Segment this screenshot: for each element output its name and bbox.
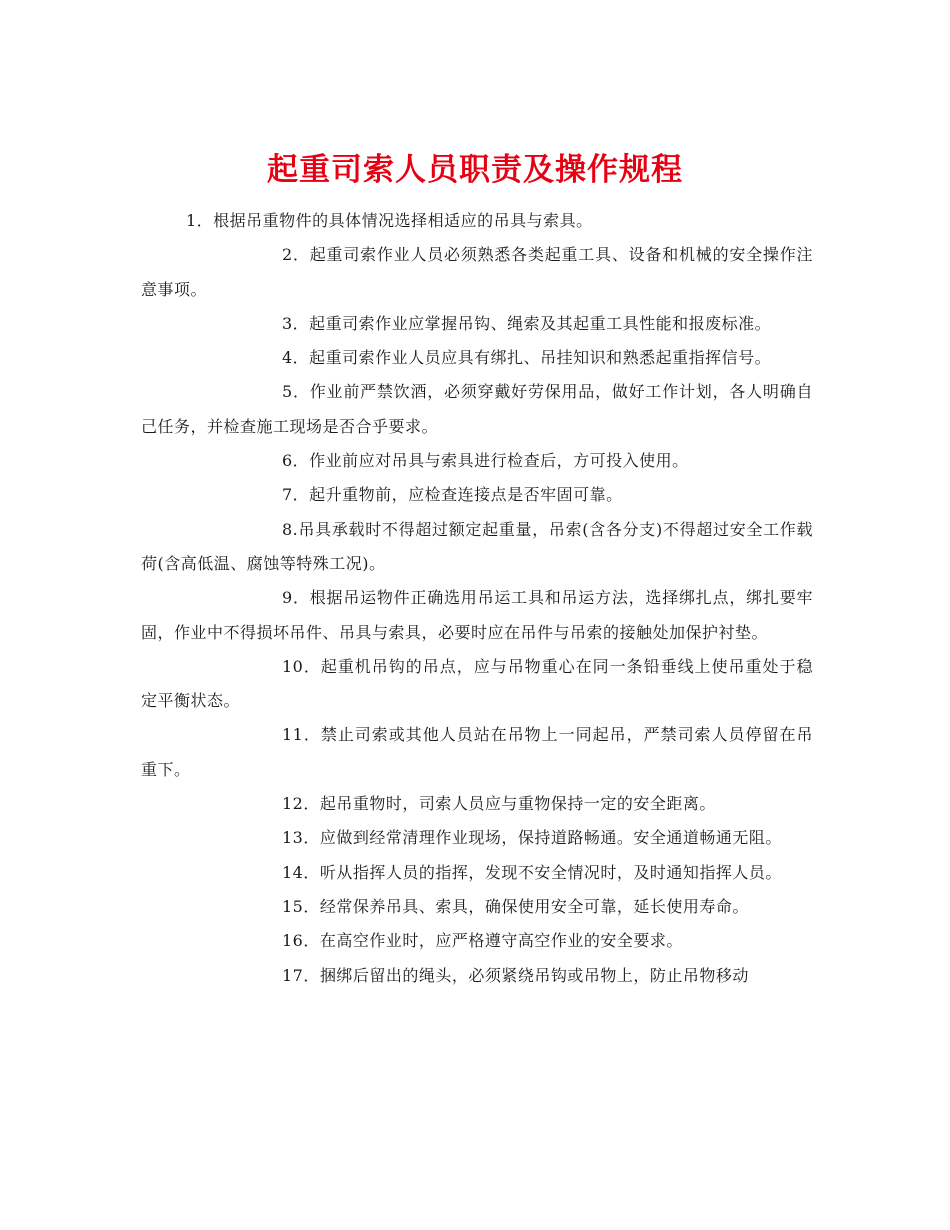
page-title: 起重司索人员职责及操作规程 [267,151,683,188]
paragraph-7: 7．起升重物前，应检查连接点是否牢固可靠。 [282,485,623,505]
paragraph-10: 10．起重机吊钩的吊点，应与吊物重心在同一条铅垂线上使吊重处于稳定平衡状态。 [141,656,813,711]
paragraph-2: 2．起重司索作业人员必须熟悉各类起重工具、设备和机械的安全操作注意事项。 [141,245,813,299]
paragraph-6: 6．作业前应对吊具与索具进行检查后，方可投入使用。 [282,451,689,471]
paragraph-4: 4．起重司索作业人员应具有绑扎、吊挂知识和熟悉起重指挥信号。 [282,348,772,368]
paragraph-13: 13．应做到经常清理作业现场，保持道路畅通。安全通道畅通无阻。 [282,828,782,848]
paragraph-3: 3．起重司索作业应掌握吊钩、绳索及其起重工具性能和报废标准。 [282,313,772,333]
paragraph-1: 1．根据吊重物件的具体情况选择相适应的吊具与索具。 [186,211,593,230]
paragraph-5: 5．作业前严禁饮酒，必须穿戴好劳保用品，做好工作计划，各人明确自己任务，并检查施工现场是否合乎要求。 [141,382,813,436]
paragraph-16: 16．在高空作业时，应严格遵守高空作业的安全要求。 [282,931,683,951]
document-body [141,204,813,993]
paragraph-17: 17．捆绑后留出的绳头，必须紧绕吊钩或吊物上，防止吊物移动 [282,965,749,985]
paragraph-9: 9．根据吊运物件正确选用吊运工具和吊运方法，选择绑扎点，绑扎要牢固，作业中不得损坏吊件、吊具与索具，必要时应在吊件与吊索的接触处加保护衬垫。 [141,588,813,642]
paragraph-12: 12．起吊重物时，司索人员应与重物保持一定的安全距离。 [282,794,716,814]
paragraph-14: 14．听从指挥人员的指挥，发现不安全情况时，及时通知指挥人员。 [282,862,782,882]
paragraph-8: 8.吊具承载时不得超过额定起重量，吊索(含各分支)不得超过安全工作载荷(含高低温、腐蚀等特殊工况)。 [141,519,813,573]
paragraph-11: 11．禁止司索或其他人员站在吊物上一同起吊，严禁司索人员停留在吊重下。 [141,725,813,779]
paragraph-15: 15．经常保养吊具、索具，确保使用安全可靠，延长使用寿命。 [282,896,749,916]
